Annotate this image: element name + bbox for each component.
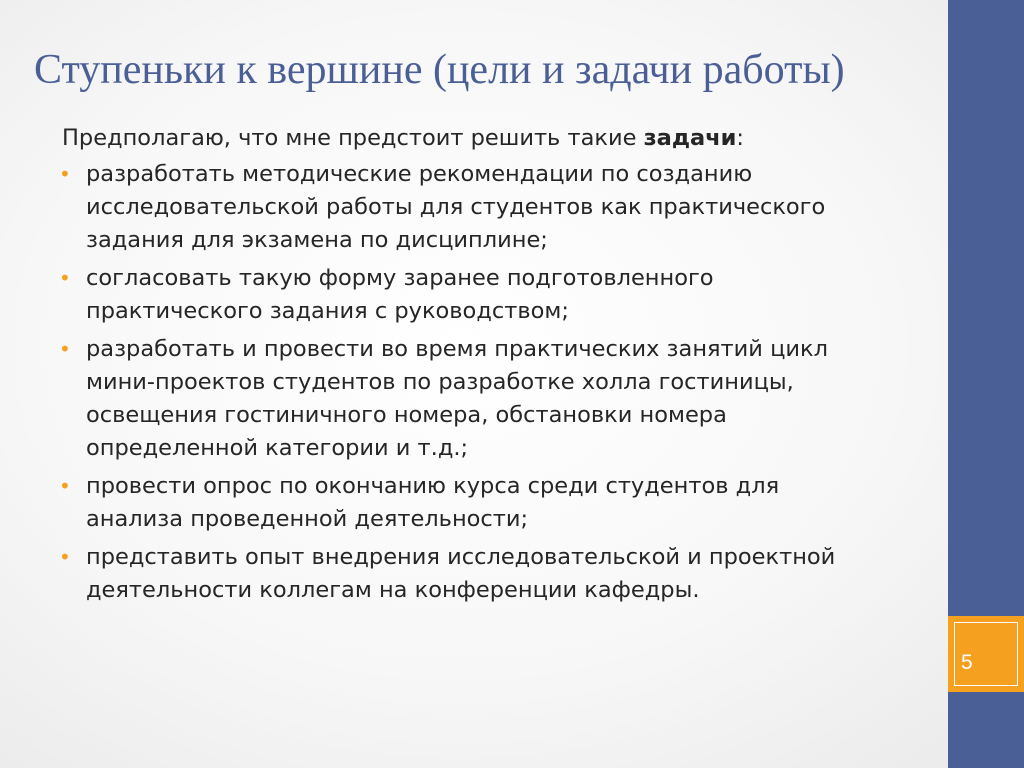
task-item [59,333,882,465]
task-item [59,262,882,328]
task-item [59,541,882,607]
bullet-icon: • [59,545,71,569]
task-list [59,158,882,607]
intro-text: Предполагаю, что мне предстоит решить такие [62,125,644,151]
slide-body [59,122,882,612]
page-number-box [948,616,1024,692]
task-text: разработать методические рекомендации по созданию исследовательской работы для студентов как практического задания для экзамена по дисциплине; [86,161,826,253]
intro-bold-word: задачи [643,125,737,151]
intro-colon: : [736,125,744,151]
task-text: согласовать такую форму заранее подготовленного практического задания с руководством; [86,265,714,324]
task-text: разработать и провести во время практических занятий цикл мини-проектов студентов по разработке холла гостиницы, освещения гостиничного номера, обстановки номера определенной категории и т.д.; [86,336,828,461]
task-item [59,470,882,536]
bullet-icon: • [59,266,71,290]
task-item [59,158,882,257]
task-text: провести опрос по окончанию курса среди студентов для анализа проведенной деятельности; [86,473,780,532]
page-number-frame [954,622,1018,686]
task-text: представить опыт внедрения исследовательской и проектной деятельности коллегам на конференции кафедры. [86,544,836,603]
bullet-icon: • [59,162,71,186]
bullet-icon: • [59,474,71,498]
bullet-icon: • [59,337,71,361]
page-number: 5 [961,651,973,674]
slide-title: Ступеньки к вершине (цели и задачи работы) [34,47,845,93]
intro-line [62,122,882,155]
